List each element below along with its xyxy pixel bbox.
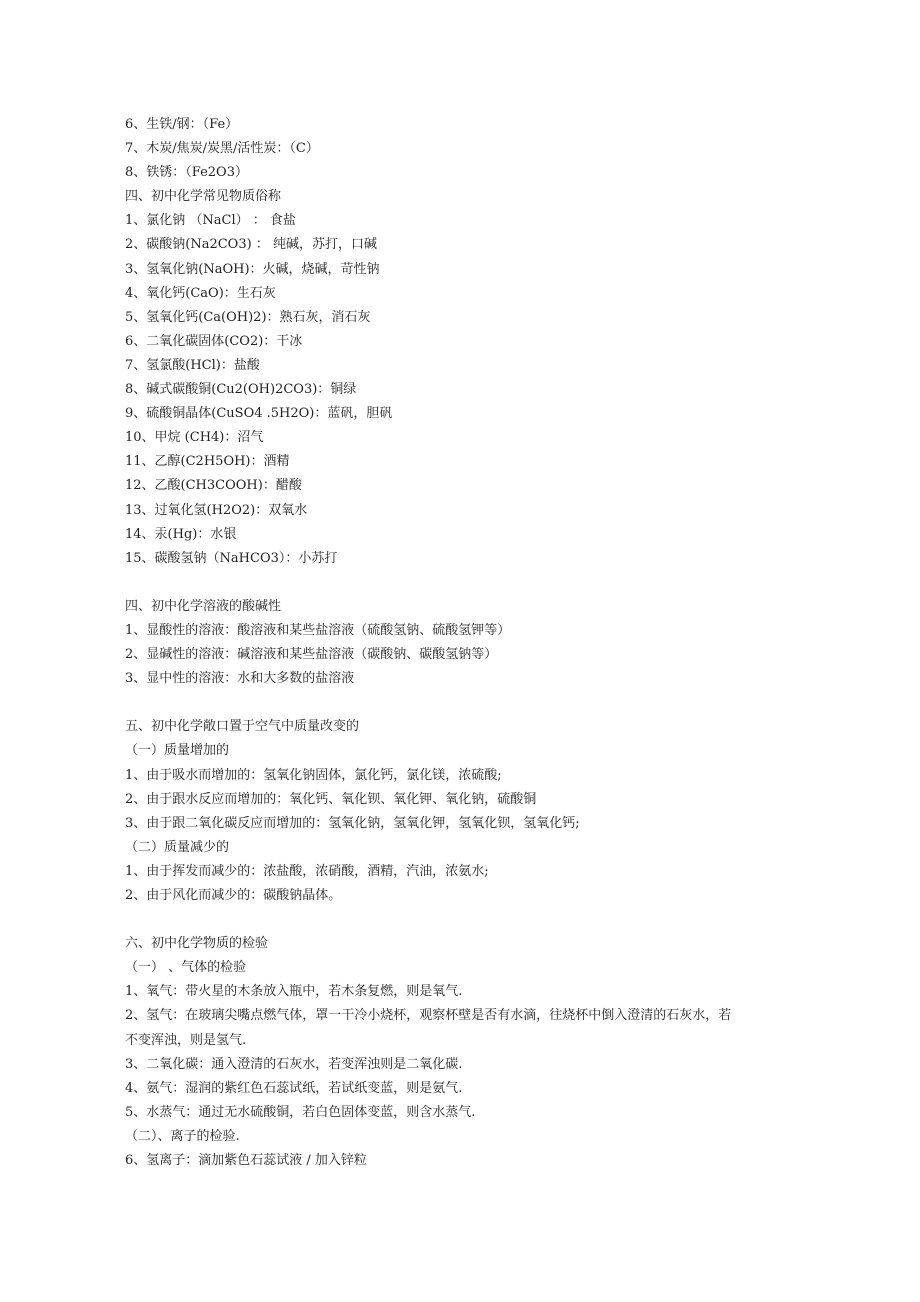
- text-line: 6、生铁/钢：（Fe）: [125, 117, 239, 132]
- text-line: 六、初中化学物质的检验: [125, 936, 269, 952]
- text-line: 2、显碱性的溶液：碱溶液和某些盐溶液（碳酸钠、碳酸氢钠等）: [125, 647, 498, 663]
- text-line: 五、初中化学敞口置于空气中质量改变的: [125, 719, 360, 735]
- text-line: 1、由于吸水而增加的：氢氧化钠固体，氯化钙，氯化镁，浓硫酸;: [125, 767, 502, 783]
- text-line: 8、铁锈：（Fe2O3）: [125, 165, 248, 181]
- text-line: 5、水蒸气：通过无水硫酸铜，若白色固体变蓝，则含水蒸气.: [125, 1104, 476, 1120]
- text-line: 3、氢氧化钠(NaOH)：火碱，烧碱，苛性钠: [125, 261, 380, 277]
- text-line: 3、由于跟二氧化碳反应而增加的：氢氧化钠，氢氧化钾，氢氧化钡，氢氧化钙;: [125, 815, 580, 831]
- text-line: 6、氢离子：滴加紫色石蕊试液 / 加入锌粒: [125, 1153, 367, 1169]
- text-line: 1、显酸性的溶液：酸溶液和某些盐溶液（硫酸氢钠、硫酸氢钾等）: [125, 622, 511, 638]
- text-line: 不变浑浊，则是氢气.: [125, 1032, 247, 1048]
- text-line: 8、碱式碳酸铜(Cu2(OH)2CO3)：铜绿: [125, 382, 357, 398]
- text-line: 3、二氧化碳：通入澄清的石灰水，若变浑浊则是二氧化碳.: [125, 1056, 463, 1072]
- text-line: （一）质量增加的: [125, 743, 230, 759]
- text-line: 1、由于挥发而减少的：浓盐酸，浓硝酸，酒精，汽油，浓氨水;: [125, 863, 489, 879]
- text-line: 4、氧化钙(CaO)：生石灰: [125, 285, 276, 301]
- text-line: 7、氢氯酸(HCl)：盐酸: [125, 357, 260, 373]
- text-line: 13、过氧化氢(H2O2)：双氧水: [125, 502, 308, 518]
- text-line: 2、由于跟水反应而增加的：氧化钙、氧化钡、氧化钾、氧化钠，硫酸铜: [125, 791, 537, 807]
- text-line: 3、显中性的溶液：水和大多数的盐溶液: [125, 671, 355, 687]
- text-line: 4、氨气：湿润的紫红色石蕊试纸，若试纸变蓝，则是氨气.: [125, 1080, 463, 1096]
- blank-line: [125, 908, 805, 932]
- text-line: 1、氯化钠 （NaCl） ： 食盐: [125, 213, 296, 229]
- blank-line: [125, 571, 805, 595]
- text-line: 2、氢气：在玻璃尖嘴点燃气体，罩一干冷小烧杯，观察杯壁是否有水滴，往烧杯中倒入澄清的石灰水，若: [125, 1008, 732, 1024]
- text-line: 2、碳酸钠(Na2CO3) ： 纯碱，苏打，口碱: [125, 237, 377, 253]
- text-line: 四、初中化学溶液的酸碱性: [125, 598, 282, 614]
- text-line: 15、碳酸氢钠（NaHCO3）：小苏打: [125, 550, 338, 566]
- text-line: 9、硫酸铜晶体(CuSO4 .5H2O)：蓝矾，胆矾: [125, 406, 393, 422]
- text-line: 10、甲烷 (CH4)：沼气: [125, 430, 264, 446]
- document-body: [125, 113, 805, 1173]
- blank-line: [125, 691, 805, 715]
- text-line: 14、汞(Hg)：水银: [125, 526, 237, 542]
- text-line: （一） 、气体的检验: [125, 960, 247, 976]
- text-line: （二）、离子的检验.: [125, 1128, 240, 1144]
- text-line: 11、乙醇(C2H5OH)：酒精: [125, 454, 290, 470]
- text-line: 1、氧气：带火星的木条放入瓶中，若木条复燃，则是氧气.: [125, 984, 463, 1000]
- text-line: 12、乙酸(CH3COOH)：醋酸: [125, 478, 302, 494]
- text-line: 5、氢氧化钙(Ca(OH)2)：熟石灰，消石灰: [125, 309, 371, 325]
- text-line: 四、初中化学常见物质俗称: [125, 189, 282, 205]
- text-line: 6、二氧化碳固体(CO2)：干冰: [125, 333, 303, 349]
- text-line: （二）质量减少的: [125, 839, 230, 855]
- text-line: 7、木炭/焦炭/炭黑/活性炭：（C）: [125, 141, 319, 157]
- text-line: 2、由于风化而减少的：碳酸钠晶体。: [125, 888, 342, 903]
